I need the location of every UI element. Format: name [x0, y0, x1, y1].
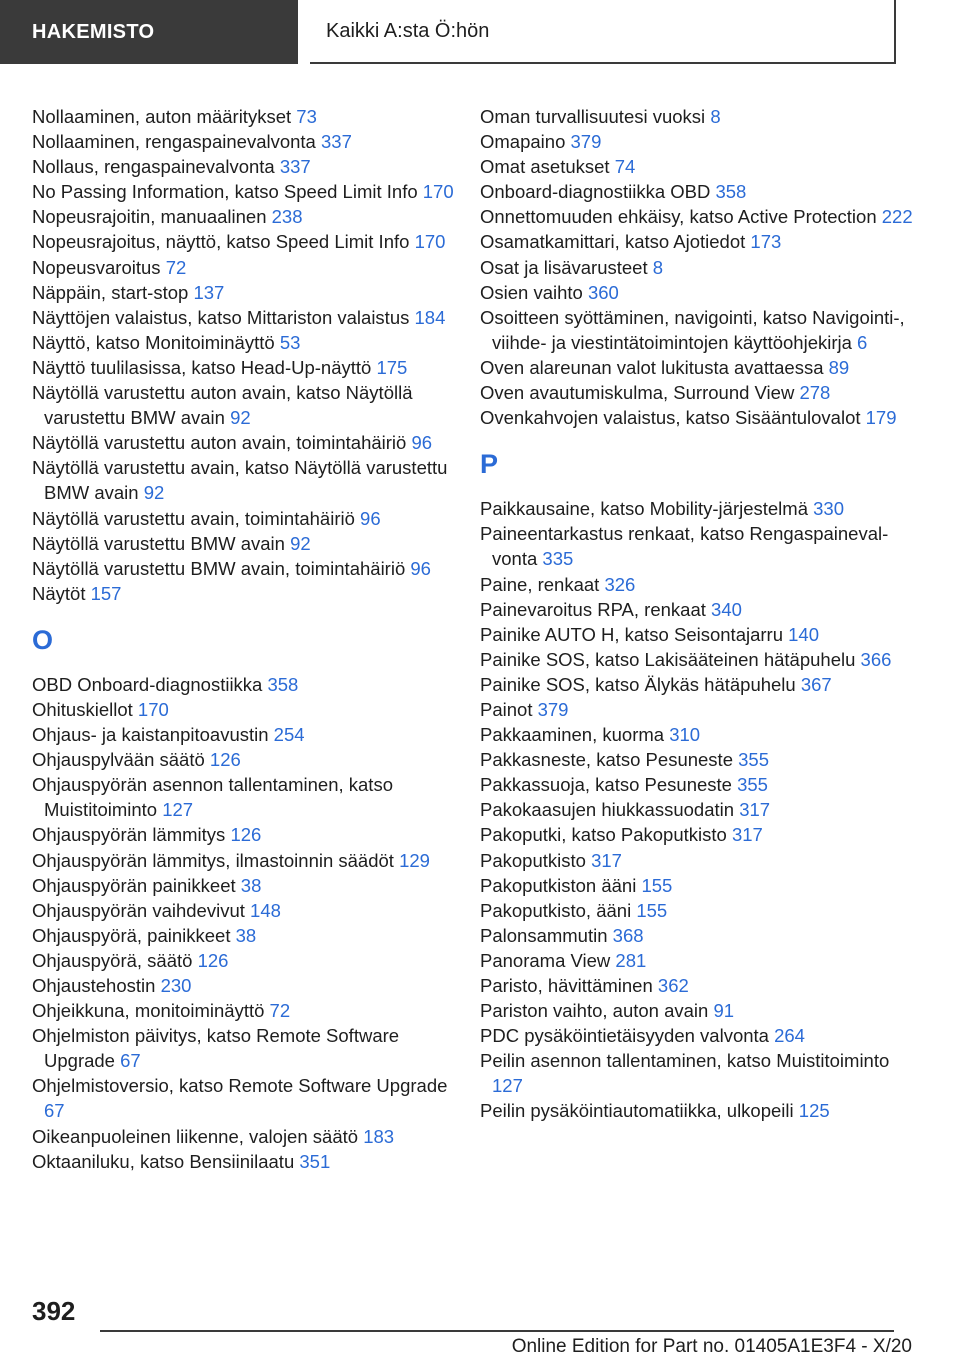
index-entry-page-link[interactable]: 278 — [799, 382, 831, 404]
index-entry-text: Ovenkahvojen valaistus, katso Sisääntulovalot — [480, 407, 861, 429]
index-entry — [480, 1098, 920, 1123]
index-entry-text: Painike SOS, katso Lakisääteinen hätäpuhelu — [480, 648, 856, 670]
index-entry — [32, 697, 462, 722]
index-entry-page-link[interactable]: 358 — [715, 181, 747, 203]
index-entry-page-link[interactable]: 337 — [321, 131, 352, 153]
index-entry-text: Ohjauspyörä, painikkeet — [32, 924, 231, 946]
index-entry — [480, 998, 920, 1023]
index-entry-text: Osien vaihto — [480, 281, 583, 303]
index-entry-page-link[interactable]: 137 — [193, 281, 225, 303]
index-entry — [480, 848, 920, 873]
index-column-left — [32, 104, 462, 1174]
index-entry-page-link[interactable]: 92 — [143, 482, 165, 504]
index-entry-page-link[interactable]: 281 — [615, 949, 647, 971]
index-entry — [32, 722, 462, 747]
index-entry-text: Omat asetukset — [480, 156, 610, 178]
index-entry — [480, 647, 920, 672]
index-entry-text: Näppäin, start-stop — [32, 281, 189, 303]
index-entry — [480, 1048, 920, 1098]
index-entry-page-link[interactable]: 96 — [360, 507, 381, 529]
index-entry-text: Paine, renkaat — [480, 573, 600, 595]
index-entry — [480, 873, 920, 898]
index-entry — [480, 973, 920, 998]
index-entry — [480, 747, 920, 772]
index-entry — [480, 1023, 920, 1048]
index-entry-page-link[interactable]: 170 — [137, 698, 169, 720]
index-entry — [32, 556, 462, 581]
index-entry — [32, 129, 462, 154]
index-entry-text: Pakokaasujen hiukkassuodatin — [480, 799, 735, 821]
index-entry — [480, 697, 920, 722]
index-entry-text: Nollaaminen, auton määritykset — [32, 106, 292, 127]
index-entry-text: Pariston vaihto, auton avain — [480, 1000, 709, 1022]
index-entry-page-link[interactable]: 74 — [614, 156, 636, 178]
index-entry-text: Peilin pysäköintiautomatiikka, ulkopeili — [480, 1100, 794, 1122]
index-entry-page-link[interactable]: 72 — [269, 1000, 291, 1022]
index-entry — [480, 255, 920, 280]
index-entry — [480, 898, 920, 923]
index-entry-text: Ohjauspyörän lämmitys — [32, 824, 226, 846]
index-entry — [480, 521, 920, 571]
index-entry-text: Ohjauspyörän lämmitys, ilmastoinnin säädöt — [32, 849, 394, 871]
index-entry-text: Ohjeikkuna, monitoiminäyttö — [32, 1000, 265, 1022]
index-entry — [32, 1149, 462, 1174]
index-entry — [32, 898, 462, 923]
index-entry-page-link[interactable]: 340 — [711, 598, 742, 620]
index-entry-text: Ohjaustehostin — [32, 975, 156, 996]
section-tab — [0, 0, 298, 64]
index-entry-text: Pakoputkisto, ääni — [480, 899, 632, 921]
index-entry-page-link[interactable]: 355 — [738, 749, 769, 771]
index-entry-page-link[interactable]: 73 — [296, 106, 317, 127]
page-number: 392 — [32, 1296, 76, 1326]
index-entry — [480, 229, 920, 254]
index-entry — [480, 597, 920, 622]
index-entry — [480, 672, 920, 697]
index-entry-page-link[interactable]: 173 — [750, 231, 782, 253]
index-entry — [32, 179, 462, 204]
index-entry-page-link[interactable]: 92 — [290, 532, 311, 554]
index-entry-text: Näytöllä varustettu auton avain, katso Näytöllä varustettu BMW avain — [32, 382, 413, 429]
index-entry-page-link[interactable]: 379 — [537, 698, 569, 720]
index-entry-page-link[interactable]: 368 — [612, 924, 644, 946]
index-entry — [32, 355, 462, 380]
index-entry — [480, 405, 920, 430]
index-entry-page-link[interactable]: 337 — [279, 156, 311, 178]
index-entry — [32, 380, 462, 430]
index-entry — [32, 973, 462, 998]
index-entry — [480, 772, 920, 797]
index-entry-text: Ohjaus- ja kaistanpitoavustin — [32, 724, 269, 746]
index-entry — [32, 772, 462, 822]
index-entry — [32, 672, 462, 697]
index-entry — [480, 154, 920, 179]
index-entry-page-link[interactable]: 6 — [857, 331, 868, 353]
index-entry-text: Nollaaminen, rengaspainevalvonta — [32, 131, 316, 153]
index-entry — [32, 154, 462, 179]
index-letter-heading: P — [480, 449, 499, 480]
index-entry-page-link[interactable]: 67 — [120, 1050, 141, 1072]
index-entry — [480, 722, 920, 747]
index-entry-page-link[interactable]: 170 — [422, 181, 454, 203]
index-entry — [480, 923, 920, 948]
index-entry — [480, 179, 920, 204]
index-entry — [480, 280, 920, 305]
index-entry-text: Oven alareunan valot lukitusta avattaessa — [480, 356, 824, 378]
index-entry-text: PDC pysäköintietäisyyden valvonta — [480, 1025, 769, 1047]
index-entry-text: Näyttö, katso Monitoiminäyttö — [32, 331, 275, 353]
index-entry — [32, 305, 462, 330]
index-entry-page-link[interactable]: 96 — [410, 557, 431, 579]
index-entry-text: Paristo, hävittäminen — [480, 975, 653, 996]
index-entry-text: Pakoputkisto — [480, 849, 586, 871]
index-entry — [480, 305, 920, 355]
index-entry-text: OBD Onboard-diagnostiikka — [32, 673, 263, 695]
index-entry-text: Näytöllä varustettu avain, toimintahäiriö — [32, 507, 355, 529]
index-entry-page-link[interactable]: 155 — [641, 874, 673, 896]
index-entry-page-link[interactable]: 96 — [411, 432, 433, 454]
index-entry-page-link[interactable]: 362 — [657, 975, 689, 996]
index-entry-page-link[interactable]: 125 — [798, 1100, 830, 1122]
index-entry-text: Osamatkamittari, katso Ajotiedot — [480, 231, 746, 253]
index-entry-page-link[interactable]: 183 — [363, 1125, 395, 1147]
index-entry-text: Ohituskiellot — [32, 698, 133, 720]
index-entry-text: Näytöllä varustettu auton avain, toimintahäiriö — [32, 432, 407, 454]
index-entry-text: Pakkassuoja, katso Pesuneste — [480, 774, 732, 796]
index-entry-page-link[interactable]: 317 — [591, 849, 622, 871]
index-entry — [32, 280, 462, 305]
index-entry-text: Nollaus, rengaspainevalvonta — [32, 156, 275, 178]
index-entry-text: Painot — [480, 698, 533, 720]
index-entry-text: Ohjelmiston päivitys, katso Remote Software Upgrade — [32, 1025, 400, 1072]
index-entry-page-link[interactable]: 222 — [881, 206, 913, 228]
index-entry-text: Panorama View — [480, 949, 611, 971]
index-entry-page-link[interactable]: 127 — [492, 1075, 523, 1097]
index-entry-page-link[interactable]: 179 — [865, 407, 897, 429]
index-entry-page-link[interactable]: 175 — [376, 356, 408, 378]
index-entry-text: Painevaroitus RPA, renkaat — [480, 598, 706, 620]
index-entry — [480, 104, 920, 129]
index-entry-page-link[interactable]: 360 — [587, 281, 619, 303]
index-entry-page-link[interactable]: 238 — [271, 206, 303, 228]
index-entry-text: Näytöllä varustettu BMW avain — [32, 532, 285, 554]
index-entry-text: Pakkasneste, katso Pesuneste — [480, 749, 733, 771]
index-entry-page-link[interactable]: 254 — [273, 724, 305, 746]
index-entry-page-link[interactable]: 127 — [162, 799, 194, 821]
index-entry-text: Nopeusrajoitin, manuaalinen — [32, 206, 267, 228]
index-entry-page-link[interactable]: 129 — [399, 849, 430, 871]
index-entry-text: Omapaino — [480, 131, 566, 153]
index-entry — [32, 104, 462, 129]
index-entry-page-link[interactable]: 155 — [636, 899, 668, 921]
index-entry — [480, 204, 920, 229]
index-entry — [32, 923, 462, 948]
index-entry-page-link[interactable]: 330 — [813, 498, 845, 520]
index-entry-page-link[interactable]: 126 — [209, 749, 241, 771]
index-entry-text: Onboard-diagnostiikka OBD — [480, 181, 711, 203]
index-entry — [32, 204, 462, 229]
index-entry-text: Oman turvallisuutesi vuoksi — [480, 106, 706, 127]
index-entry-page-link[interactable]: 317 — [739, 799, 771, 821]
index-entry-page-link[interactable]: 91 — [713, 1000, 735, 1022]
index-entry — [32, 747, 462, 772]
index-column-right — [480, 104, 920, 1124]
index-entry-page-link[interactable]: 157 — [90, 582, 122, 604]
index-entry-text: Näytöllä varustettu BMW avain, toimintahäiriö — [32, 557, 406, 579]
index-entry-page-link[interactable]: 72 — [165, 256, 187, 278]
index-entry-text: Peilin asennon tallentaminen, katso Muistitoiminto — [480, 1050, 890, 1072]
index-entry-page-link[interactable]: 379 — [570, 131, 602, 153]
index-entry-page-link[interactable]: 8 — [652, 256, 664, 278]
index-entry-page-link[interactable]: 367 — [800, 673, 832, 695]
index-entry-text: Oktaaniluku, katso Bensiinilaatu — [32, 1150, 295, 1172]
index-entry-text: Paikkausaine, katso Mobility-järjestelmä — [480, 498, 808, 520]
index-entry-page-link[interactable]: 335 — [542, 548, 574, 570]
index-entry — [32, 1023, 462, 1073]
index-entry-text: Onnettomuuden ehkäisy, katso Active Protection — [480, 206, 877, 228]
index-entry — [32, 531, 462, 556]
index-entry-text: No Passing Information, katso Speed Limit Info — [32, 181, 418, 203]
index-entry-text: Ohjelmistoversio, katso Remote Software Upgrade — [32, 1075, 448, 1097]
index-letter-heading: O — [32, 624, 54, 655]
index-entry — [480, 496, 920, 521]
index-entry-page-link[interactable]: 38 — [235, 924, 257, 946]
page-header-title: Kaikki A:sta Ö:hön — [326, 19, 490, 42]
footer-edition: Online Edition for Part no. 01405A1E3F4 - X/20 — [511, 1336, 912, 1357]
index-entry-text: Ohjauspyörä, säätö — [32, 949, 193, 971]
index-entry — [32, 948, 462, 973]
index-entry — [32, 581, 462, 606]
index-entry-text: Osoitteen syöttäminen, navigointi, katso Navigointi-, viihde- ja viestintätoimintojen käyttöohjekirja — [480, 306, 905, 353]
index-entry-text: Oikeanpuoleinen liikenne, valojen säätö — [32, 1125, 359, 1147]
section-title: HAKEMISTO — [32, 20, 155, 43]
index-entry-page-link[interactable]: 38 — [240, 874, 262, 896]
index-entry-page-link[interactable]: 89 — [828, 356, 850, 378]
index-entry-text: Ohjauspyörän painikkeet — [32, 874, 236, 896]
index-entry — [32, 1073, 462, 1123]
index-entry — [32, 873, 462, 898]
index-entry-text: Paineentarkastus renkaat, katso Rengaspainevalvonta — [480, 523, 889, 570]
index-entry-text: Painike AUTO H, katso Seisontajarru — [480, 623, 783, 645]
index-entry-text: Ohjauspyörän asennon tallentaminen, katso Muistitoiminto — [32, 774, 393, 821]
index-entry-text: Pakoputki, katso Pakoputkisto — [480, 824, 727, 846]
index-entry — [480, 355, 920, 380]
index-entry-page-link[interactable]: 355 — [737, 774, 768, 796]
index-entry — [32, 998, 462, 1023]
index-entry-page-link[interactable]: 126 — [230, 824, 262, 846]
index-entry — [32, 848, 462, 873]
index-entry-text: Osat ja lisävarusteet — [480, 256, 648, 278]
index-entry-page-link[interactable]: 326 — [604, 573, 636, 595]
index-entry-text: Pakkaaminen, kuorma — [480, 724, 665, 746]
index-entry-text: Painike SOS, katso Älykäs hätäpuhelu — [480, 673, 796, 695]
index-entry-text: Nopeusrajoitus, näyttö, katso Speed Limit Info — [32, 231, 410, 253]
index-entry — [480, 129, 920, 154]
index-entry — [32, 255, 462, 280]
index-entry-page-link[interactable]: 317 — [731, 824, 763, 846]
index-entry — [32, 455, 462, 505]
index-entry — [32, 1124, 462, 1149]
index-entry-page-link[interactable]: 148 — [250, 899, 281, 921]
index-entry-text: Näytöt — [32, 582, 86, 604]
index-entry — [32, 330, 462, 355]
index-entry-page-link[interactable]: 140 — [788, 623, 820, 645]
index-entry-page-link[interactable]: 170 — [414, 231, 446, 253]
index-entry-page-link[interactable]: 126 — [197, 949, 229, 971]
index-entry-text: Nopeusvaroitus — [32, 256, 161, 278]
footer-divider — [100, 1330, 894, 1332]
index-entry — [32, 822, 462, 847]
index-entry-text: Ohjauspyörän vaihdevivut — [32, 899, 245, 921]
index-entry-page-link[interactable]: 53 — [279, 331, 301, 353]
index-entry — [480, 948, 920, 973]
index-entry — [480, 622, 920, 647]
index-entry-page-link[interactable]: 264 — [774, 1025, 805, 1047]
index-entry — [32, 430, 462, 455]
index-entry — [32, 229, 462, 254]
index-entry — [480, 822, 920, 847]
index-entry-page-link[interactable]: 366 — [860, 648, 892, 670]
index-entry-page-link[interactable]: 230 — [160, 975, 192, 996]
index-entry-page-link[interactable]: 184 — [414, 306, 446, 328]
index-entry-text: Ohjauspylvään säätö — [32, 749, 205, 771]
index-entry-text: Oven avautumiskulma, Surround View — [480, 382, 795, 404]
index-entry-page-link[interactable]: 351 — [299, 1150, 331, 1172]
index-entry-page-link[interactable]: 310 — [669, 724, 701, 746]
index-entry-text: Näyttö tuulilasissa, katso Head-Up-näyttö — [32, 356, 372, 378]
index-entry-text: Palonsammutin — [480, 924, 608, 946]
index-entry-text: Pakoputkiston ääni — [480, 874, 637, 896]
index-entry-page-link[interactable]: 358 — [267, 673, 299, 695]
index-entry-page-link[interactable]: 8 — [710, 106, 721, 127]
page-header — [310, 0, 896, 64]
index-entry-text: Näytöllä varustettu avain, katso Näytöllä varustettu BMW avain — [32, 457, 448, 504]
index-entry-text: Näyttöjen valaistus, katso Mittariston valaistus — [32, 306, 410, 328]
index-entry — [480, 572, 920, 597]
index-entry-page-link[interactable]: 67 — [44, 1100, 65, 1122]
index-entry — [480, 797, 920, 822]
index-entry — [480, 380, 920, 405]
index-entry-page-link[interactable]: 92 — [230, 407, 251, 429]
index-entry — [32, 506, 462, 531]
